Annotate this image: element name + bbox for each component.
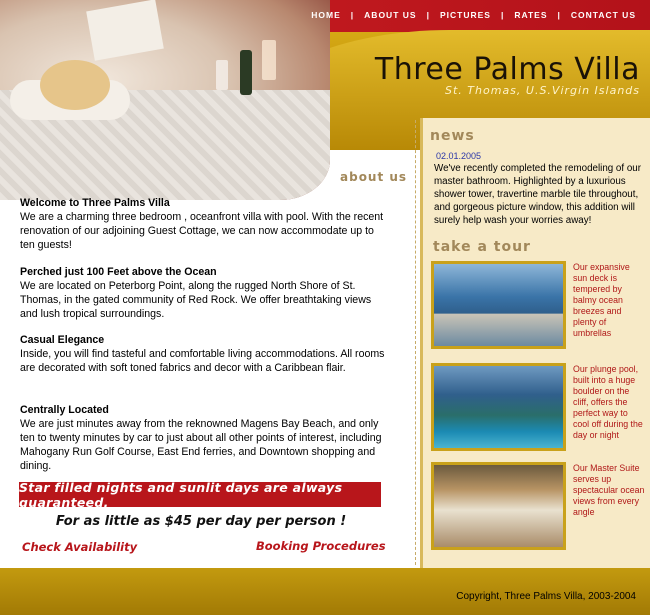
news-heading: news [430,128,475,144]
about-section [20,265,390,321]
tour-heading: take a tour [433,239,531,255]
nav-separator: | [350,10,355,20]
about-heading: about us [340,170,408,184]
copyright: Copyright, Three Palms Villa, 2003-2004 [456,591,636,602]
site-title: Three Palms Villa [374,52,640,87]
promo-banner: Star filled nights and sunlit days are always guaranteed. [19,482,381,507]
nav-separator: | [500,10,505,20]
section-title: Centrally Located [20,404,109,416]
tour-caption: Our Master Suite serves up spectacular ocean views from every angle [573,463,645,517]
price-text: For as little as $45 per day per person ! [55,514,347,529]
tour-caption: Our expansive sun deck is tempered by balmy ocean breezes and plenty of umbrellas [573,262,630,338]
news-date: 02.01.2005 [436,151,482,161]
header-photo [0,0,330,200]
tour-photo-pool[interactable] [431,363,566,451]
site-tagline: St. Thomas, U.S.Virgin Islands [445,84,640,97]
nav-home[interactable]: HOME [311,10,341,20]
tour-item [431,363,641,451]
nav-about-us[interactable]: ABOUT US [364,10,417,20]
nav-separator: | [557,10,561,20]
tour-caption: Our plunge pool, built into a huge boulder on the cliff, offers the perfect way to cool off during the day or night [573,364,643,440]
nav-rates[interactable]: RATES [514,10,548,20]
section-body: We are just minutes away from the reknowned Magens Bay Beach, and only ten to twenty minutes by car to just about all other points of interest, including Mahogany Run Golf Course, East End ferries, and Downtown shopping and dining. [20,418,382,472]
news-text: We've recently completed the remodeling of our master bathroom. Highlighted by a luxurious shower tower, travertine marble tile throughout, and gorgeous picture window, this addition will surely help wash your worries away! [434,163,641,226]
nav-contact-us[interactable]: CONTACT US [570,10,636,20]
tour-item [431,462,645,550]
section-title: Welcome to Three Palms Villa [20,197,170,209]
section-body: Inside, you will find tasteful and comfortable living accommodations. All rooms are decorated with soft toned fabrics and decor with a Caribbean flair. [20,348,385,374]
section-body: We are located on Peterborg Point, along the rugged North Shore of St. Thomas, in the gated community of Red Rock. We offer breathtaking views and lush tropical surroundings. [20,280,372,320]
tour-photo-master-suite[interactable] [431,462,566,550]
section-title: Casual Elegance [20,334,105,346]
section-body: We are a charming three bedroom , oceanfront villa with pool. With the recent renovation of our adjoining Guest Cottage, we can now accommodate up to ten guests! [20,211,384,251]
about-section [20,403,390,473]
nav-pictures[interactable]: PICTURES [439,10,491,20]
column-divider [415,120,416,565]
tour-photo-sundeck[interactable] [431,261,566,349]
about-section [20,196,390,252]
main-nav [311,10,636,20]
nav-separator: | [426,10,430,20]
check-availability-link[interactable]: Check Availability [22,540,138,554]
section-title: Perched just 100 Feet above the Ocean [20,266,217,278]
tour-item [431,261,641,349]
booking-procedures-link[interactable]: Booking Procedures [256,539,386,553]
about-section [20,333,390,375]
